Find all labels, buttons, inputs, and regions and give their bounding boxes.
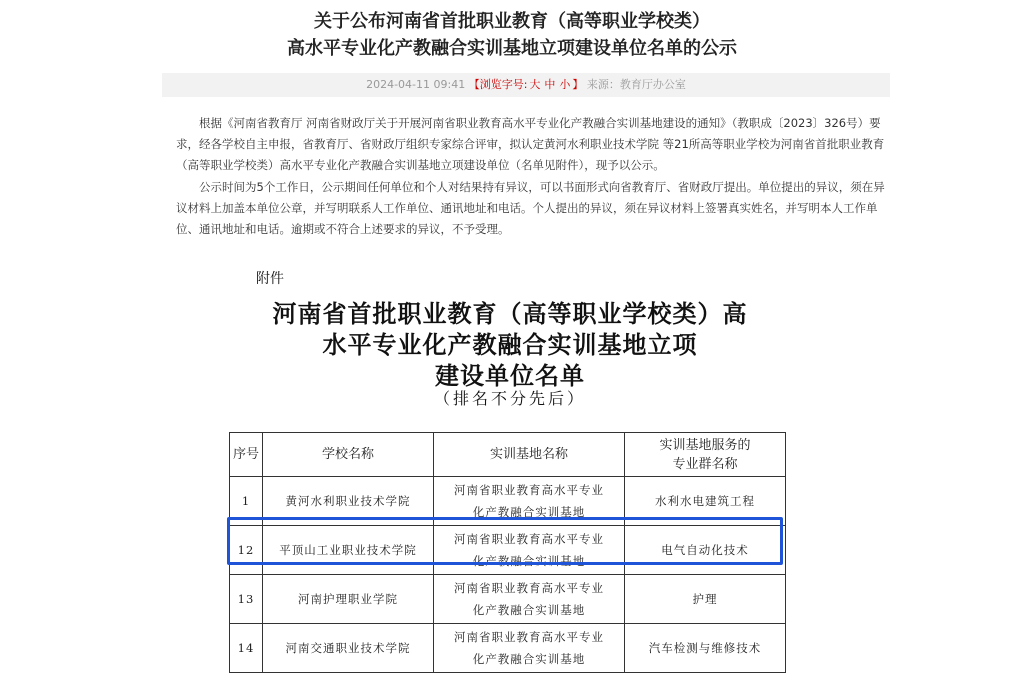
cell-major: 护理	[625, 575, 786, 624]
cell-seq: 12	[230, 526, 263, 575]
table-header-row	[230, 433, 786, 477]
cell-school: 平顶山工业职业技术学院	[263, 526, 434, 575]
cell-base-line1: 河南省职业教育高水平专业	[454, 581, 604, 595]
table-row	[230, 526, 786, 575]
base-roster-table	[229, 432, 786, 673]
cell-base-line1: 河南省职业教育高水平专业	[454, 483, 604, 497]
header-major-group-line2: 专业群名称	[672, 456, 738, 472]
attachment-subtitle: （排名不分先后）	[433, 389, 586, 408]
cell-major: 水利水电建筑工程	[625, 477, 786, 526]
cell-base	[434, 624, 625, 673]
header-base: 实训基地名称	[434, 433, 625, 477]
cell-school: 河南护理职业学院	[263, 575, 434, 624]
article-paragraph-1: 根据《河南省教育厅 河南省财政厅关于开展河南省职业教育高水平专业化产教融合实训基地建设的通知》（教职成〔2023〕326号）要求，经各学校自主申报，省教育厅、省财政厅组织专家综合评审，拟认定黄河水利职业技术学院 等21所高等职业学校为河南省首批职业教育（高等职业学校类）高水平专业化产教融合实训基地立项建设单位（名单见附件），现予以公示。	[176, 116, 885, 172]
table-row	[230, 477, 786, 526]
cell-seq: 13	[230, 575, 263, 624]
header-major-group	[625, 433, 786, 477]
cell-base-line2: 化产教融合实训基地	[472, 505, 586, 519]
article-source: 来源：教育厅办公室	[586, 78, 686, 91]
cell-school: 黄河水利职业技术学院	[263, 477, 434, 526]
cell-base-line1: 河南省职业教育高水平专业	[454, 630, 604, 644]
attachment-title-line3: 建设单位名单	[435, 361, 585, 390]
cell-seq: 1	[230, 477, 263, 526]
table-row	[230, 575, 786, 624]
article-meta-bar	[162, 73, 890, 97]
font-size-close: 】	[572, 78, 584, 91]
attachment-title-line1: 河南省首批职业教育（高等职业学校类）高	[272, 299, 748, 328]
article-title-line1: 关于公布河南省首批职业教育（高等职业学校类）	[314, 11, 710, 32]
cell-base	[434, 575, 625, 624]
cell-base-line2: 化产教融合实训基地	[472, 603, 586, 617]
attachment-title-line2: 水平专业化产教融合实训基地立项	[322, 330, 698, 359]
article-title-line2: 高水平专业化产教融合实训基地立项建设单位名单的公示	[287, 38, 737, 59]
table-row	[230, 624, 786, 673]
cell-base	[434, 477, 625, 526]
header-seq: 序号	[230, 433, 263, 477]
cell-base-line2: 化产教融合实训基地	[472, 554, 586, 568]
cell-base	[434, 526, 625, 575]
cell-major: 汽车检测与维修技术	[625, 624, 786, 673]
font-small-link[interactable]: 小	[559, 78, 571, 91]
article-paragraph-2: 公示时间为5个工作日，公示期间任何单位和个人对结果持有异议，可以书面形式向省教育厅、省财政厅提出。单位提出的异议，须在异议材料上加盖本单位公章，并写明联系人工作单位、通讯地址和电话。个人提出的异议，须在异议材料上签署真实姓名，并写明本人工作单位、通讯地址和电话。逾期或不符合上述要求的异议，不予受理。	[176, 180, 885, 236]
cell-base-line1: 河南省职业教育高水平专业	[454, 532, 604, 546]
font-size-switcher	[469, 78, 587, 91]
header-major-group-line1: 实训基地服务的	[659, 437, 751, 453]
font-size-label: 【浏览字号:	[468, 78, 528, 91]
cell-base-line2: 化产教融合实训基地	[472, 652, 586, 666]
header-school: 学校名称	[263, 433, 434, 477]
cell-major: 电气自动化技术	[625, 526, 786, 575]
attachment-label: 附件	[256, 271, 284, 287]
cell-seq: 14	[230, 624, 263, 673]
publish-date: 2024-04-11 09:41	[366, 78, 466, 91]
font-large-link[interactable]: 大	[529, 78, 541, 91]
font-medium-link[interactable]: 中	[544, 78, 556, 91]
cell-school: 河南交通职业技术学院	[263, 624, 434, 673]
